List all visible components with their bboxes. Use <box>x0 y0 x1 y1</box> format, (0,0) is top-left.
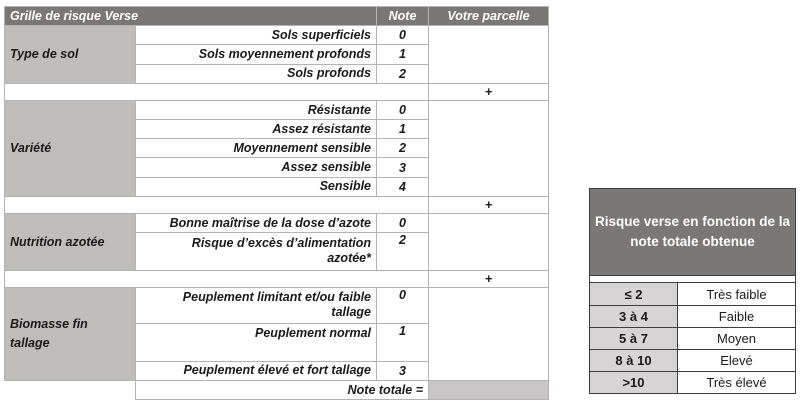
table-row <box>5 214 549 233</box>
legend-range: 3 à 4 <box>590 305 678 327</box>
risk-grid-table <box>4 6 549 400</box>
separator-row <box>5 270 549 287</box>
criterion-note: 4 <box>377 177 429 196</box>
legend-row <box>590 283 796 305</box>
criterion-note: 1 <box>377 45 429 64</box>
plus-sign: + <box>429 270 549 287</box>
criterion-label: Moyennement sensible <box>136 139 377 158</box>
total-row <box>5 380 549 399</box>
grid-title: Grille de risque Verse <box>5 7 377 26</box>
legend-row <box>590 305 796 327</box>
legend-level: Elevé <box>678 349 796 371</box>
legend-range: >10 <box>590 371 678 393</box>
criterion-label: Peuplement limitant et/ou faible tallage <box>136 287 377 323</box>
parcelle-input-cell[interactable] <box>429 100 549 196</box>
legend-level: Faible <box>678 305 796 327</box>
criterion-note: 1 <box>377 120 429 139</box>
criterion-note: 0 <box>377 287 429 323</box>
legend-title: Risque verse en fonction de la note totale obtenue <box>590 189 796 276</box>
total-label: Note totale = <box>136 380 429 399</box>
criterion-label: Bonne maîtrise de la dose d’azote <box>136 214 377 233</box>
legend-level: Très élevé <box>678 371 796 393</box>
criterion-label: Sols superficiels <box>136 26 377 45</box>
legend-level: Moyen <box>678 327 796 349</box>
category-nutrition-azotee: Nutrition azotée <box>5 214 136 271</box>
criterion-label: Sensible <box>136 177 377 196</box>
legend-level: Très faible <box>678 283 796 305</box>
criterion-note: 2 <box>377 139 429 158</box>
legend-range: ≤ 2 <box>590 283 678 305</box>
criterion-label: Sols profonds <box>136 64 377 83</box>
criterion-note: 1 <box>377 324 429 361</box>
criterion-note: 0 <box>377 26 429 45</box>
parcelle-input-cell[interactable] <box>429 26 549 84</box>
criterion-note: 3 <box>377 361 429 380</box>
criterion-note: 0 <box>377 100 429 119</box>
criterion-label: Assez sensible <box>136 158 377 177</box>
legend-range: 5 à 7 <box>590 327 678 349</box>
criterion-note: 3 <box>377 158 429 177</box>
legend-row <box>590 349 796 371</box>
total-input-cell[interactable] <box>429 380 549 399</box>
table-row <box>5 287 549 323</box>
criterion-label: Risque d’excès d’alimentation azotée* <box>136 233 377 270</box>
table-row <box>5 26 549 45</box>
category-biomasse: Biomasse fin tallage <box>5 287 136 380</box>
separator-row <box>5 196 549 213</box>
table-row <box>5 100 549 119</box>
legend-range: 8 à 10 <box>590 349 678 371</box>
parcelle-input-cell[interactable] <box>429 214 549 271</box>
plus-sign: + <box>429 196 549 213</box>
parcelle-column-header: Votre parcelle <box>429 7 549 26</box>
criterion-label: Sols moyennement profonds <box>136 45 377 64</box>
criterion-note: 0 <box>377 214 429 233</box>
plus-sign: + <box>429 83 549 100</box>
note-column-header: Note <box>377 7 429 26</box>
criterion-label: Peuplement normal <box>136 324 377 361</box>
legend-row <box>590 371 796 393</box>
criterion-label: Résistante <box>136 100 377 119</box>
category-variete: Variété <box>5 100 136 196</box>
criterion-note: 2 <box>377 233 429 270</box>
legend-row <box>590 327 796 349</box>
grid-header-row <box>5 7 549 26</box>
criterion-label: Peuplement élevé et fort tallage <box>136 361 377 380</box>
risk-legend-table <box>589 188 796 394</box>
category-type-de-sol: Type de sol <box>5 26 136 84</box>
criterion-note: 2 <box>377 64 429 83</box>
criterion-label: Assez résistante <box>136 120 377 139</box>
separator-row <box>5 83 549 100</box>
parcelle-input-cell[interactable] <box>429 287 549 380</box>
